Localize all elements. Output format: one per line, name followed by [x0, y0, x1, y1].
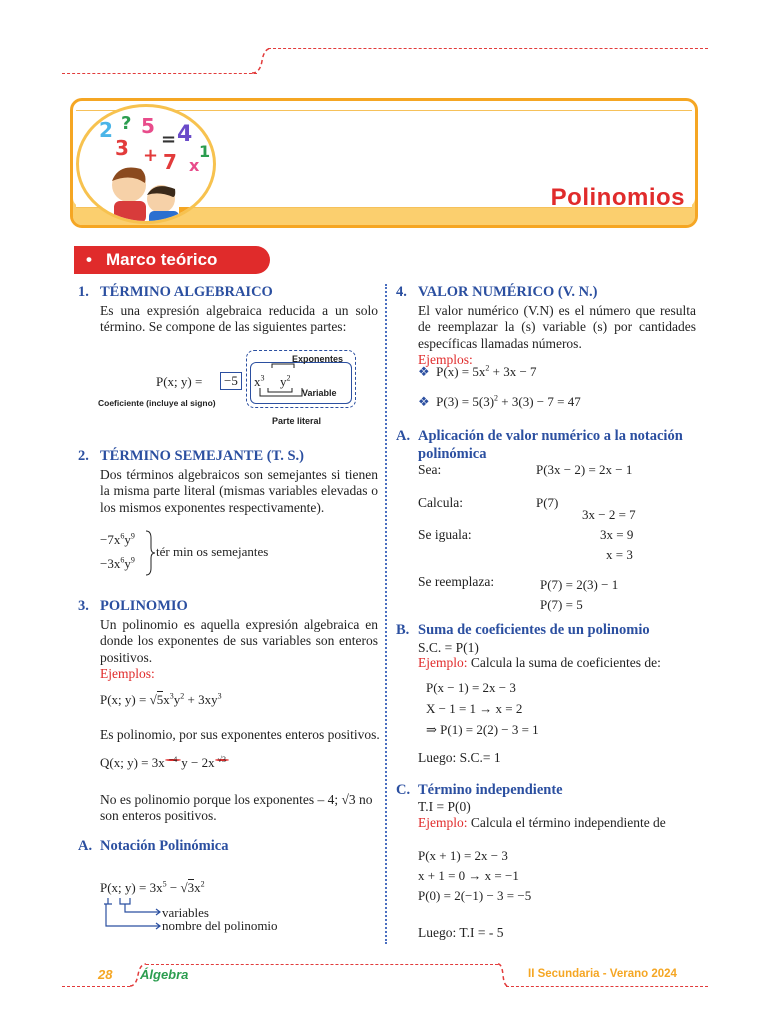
diagram-coefficient-label: Coeficiente (incluye al signo)	[98, 398, 216, 408]
reemplaza-label: Se reemplaza:	[418, 574, 495, 589]
sc-line-3: P(0) = 2(−1) − 3 = −5	[418, 888, 532, 903]
section-1-heading: 1. TÉRMINO ALGEBRAICO	[78, 284, 273, 300]
diagram-coefficient: −5	[220, 372, 242, 390]
top-dashed-line-right	[268, 48, 708, 49]
top-dashed-curve	[250, 46, 274, 76]
diamond-bullet-icon: ❖	[418, 364, 430, 379]
curly-brace-icon	[144, 530, 156, 576]
section-2	[78, 448, 378, 516]
vn-example-1: ❖ $P(x) = 5x^2 + 3x - 7$	[418, 363, 537, 379]
svg-text:4: 4	[177, 122, 193, 147]
sea-label: Sea:	[418, 462, 442, 477]
sb-example-line: Ejemplo: Calcula la suma de coeficientes de:	[418, 655, 661, 670]
iguala-label: Se iguala:	[418, 527, 472, 542]
sea-expr: P(3x − 2) = 2x − 1	[536, 462, 633, 477]
svg-text:7: 7	[163, 150, 177, 174]
column-divider	[385, 284, 387, 944]
diagram-parte-literal-label: Parte literal	[272, 416, 322, 426]
section-4-examples-label: Ejemplos:	[418, 352, 473, 368]
equation-line-3: x = 3	[606, 547, 633, 562]
notation-variables-label: variables	[162, 905, 209, 920]
section-badge	[74, 246, 270, 274]
svg-text:x: x	[189, 156, 200, 175]
footer-dashed-curve-right	[496, 962, 510, 988]
sb-line-3: ⇒ P(1) = 2(2) − 3 = 1	[426, 722, 539, 737]
section-4	[396, 284, 696, 369]
polynomial-example-1: P(x; $y) = √5x^3y^2 + 3xy^3$	[100, 691, 222, 707]
diamond-bullet-icon: ❖	[418, 394, 430, 409]
section-3-examples-label: Ejemplos:	[100, 666, 155, 682]
page-number: 28	[98, 967, 113, 982]
svg-text:+: +	[143, 145, 159, 166]
section-2c-heading: C. Término independiente	[396, 782, 563, 798]
footer-dashed-line-left	[62, 986, 130, 987]
svg-text:=: =	[161, 129, 177, 150]
diagram-x: $x^3$	[254, 373, 265, 389]
sc-line-1: P(x + 1) = 2x − 3	[418, 848, 508, 863]
equation-line-5: P(7) = 5	[540, 597, 583, 612]
section-1a-heading: A. Notación Polinómica	[78, 838, 229, 854]
notation-name-label: nombre del polinomio	[162, 918, 278, 933]
header-illustration	[76, 104, 216, 224]
ti-formula: T.I = P(0)	[418, 799, 471, 814]
sc-result: Luego: T.I = - 5	[418, 925, 504, 940]
svg-text:2: 2	[99, 118, 113, 142]
equation-line-4: P(7) = 2(3) − 1	[540, 577, 619, 592]
section-3-heading: 3. POLINOMIO	[78, 598, 188, 614]
footer-dashed-line-mid	[146, 964, 498, 965]
similar-terms-label: tér min os semejantes	[156, 544, 269, 559]
svg-text:?: ?	[121, 113, 132, 134]
section-4-heading: 4. VALOR NUMÉRICO (V. N.)	[396, 284, 598, 300]
diagram-y: $y^2$	[280, 373, 291, 389]
sb-result: Luego: S.C.= 1	[418, 750, 501, 765]
similar-term-2: $-3x^6y^9$	[100, 555, 135, 571]
diagram-poly-name: P(x; y) =	[156, 374, 203, 389]
diagram-exponentes-label: Exponentes	[292, 354, 344, 364]
notation-arrows	[96, 896, 166, 932]
top-dashed-line-left	[62, 73, 257, 74]
vn-example-2: ❖ $P(3) = 5(3)^2 + 3(3) - 7 = 47$	[418, 393, 581, 409]
similar-terms	[100, 530, 360, 578]
section-3	[78, 598, 378, 683]
section-2a-heading: A. Aplicación de valor numérico a la notación polinómica	[396, 428, 683, 462]
sc-formula: S.C. = P(1)	[418, 640, 479, 655]
calcula-expr: P(7)	[536, 495, 559, 510]
similar-term-1: $-7x^6y^9$	[100, 531, 135, 547]
polynomial-example-2: Q(x; y) = 3x $^{-4}$ y − 2x $^{√3}$	[100, 755, 229, 771]
calcula-label: Calcula:	[418, 495, 463, 510]
section-2-text: Dos términos algebraicos son semejantes si tienen la misma parte literal (mismas variables elevadas o los mismos exponentes respectivamente).	[100, 466, 378, 515]
section-1-text: Es una expresión algebraica reducida a un solo término. Se compone de las siguientes partes:	[100, 302, 378, 335]
svg-text:3: 3	[115, 136, 129, 160]
polynomial-example-1-note: Es polinomio, por sus exponentes enteros positivos.	[100, 727, 380, 742]
section-3-text: Un polinomio es aquella expresión algebraica en donde los exponentes de sus variables son enteros positivos.	[100, 616, 378, 665]
section-2b-heading: B. Suma de coeficientes de un polinomio	[396, 622, 650, 638]
equation-line-1: 3x − 2 = 7	[582, 507, 636, 522]
sc-line-2: x + 1 = 0 → x = −1	[418, 868, 519, 883]
footer-grade: II Secundaria - Verano 2024	[528, 968, 677, 980]
footer-dashed-line-right	[506, 986, 708, 987]
sb-line-2: X − 1 = 1 → x = 2	[426, 701, 523, 716]
diagram-brackets	[246, 348, 366, 418]
badge-label: Marco teórico	[105, 250, 218, 269]
polynomial-notation-expr: P(x; $y) = 3x^5 - √3x^2$	[100, 879, 205, 895]
polynomial-example-2-note: No es polinomio porque los exponentes – 4; √3 no son enteros positivos.	[100, 792, 373, 824]
svg-text:5: 5	[141, 114, 155, 138]
sb-line-1: P(x − 1) = 2x − 3	[426, 680, 516, 695]
equation-line-2: 3x = 9	[600, 527, 634, 542]
sc-example-line: Ejemplo: Calcula el término independiente de	[418, 815, 666, 830]
section-2-heading: 2. TÉRMINO SEMEJANTE (T. S.)	[78, 448, 304, 464]
footer-subject: Álgebra	[140, 967, 189, 982]
diagram-variable-label: Variable	[302, 388, 337, 398]
section-4-text: El valor numérico (V.N) es el número que resulta de reemplazar la (s) variable (s) por cantidades específicas llamadas números.	[418, 302, 696, 351]
kids-with-numbers-icon	[79, 107, 216, 224]
page-title: Polinomios	[550, 184, 685, 211]
badge-bullet-icon: •	[86, 250, 92, 269]
svg-text:1: 1	[199, 142, 211, 161]
section-1	[78, 284, 378, 336]
term-diagram	[96, 348, 366, 428]
